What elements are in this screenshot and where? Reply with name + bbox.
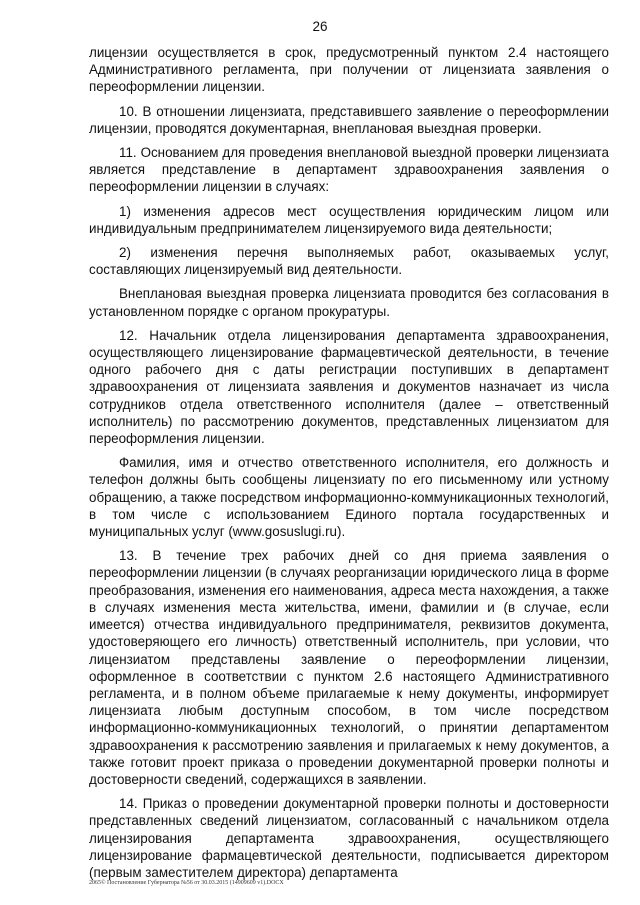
- paragraph-continuation: лицензии осуществляется в срок, предусмотренный пунктом 2.4 настоящего Административного регламента, при получении от лицензиата заявления о переоформлении лицензии.: [89, 45, 609, 95]
- paragraph-12: 12. Начальник отдела лицензирования департамента здравоохранения, осуществляющего лицензирование фармацевтической деятельности, в течение одного рабочего дня с даты регистрации поступивших в департамент здравоохранения от лицензиата заявления и документов назначает из числа сотрудников отдела ответственного исполнителя (далее – ответственный исполнитель) по рассмотрению документов, представленных лицензиатом для переоформления лицензии.: [89, 327, 609, 447]
- document-body: [89, 44, 609, 888]
- paragraph-11-item-1: 1) изменения адресов мест осуществления юридическим лицом или индивидуальным предпринимателем лицензируемого вида деятельности;: [89, 203, 609, 236]
- paragraph-11-item-2: 2) изменения перечня выполняемых работ, оказываемых услуг, составляющих лицензируемый вид деятельности.: [89, 245, 609, 278]
- paragraph-14: 14. Приказ о проведении документарной проверки полноты и достоверности представленных сведений лицензиатом, согласованный с начальником отдела лицензирования департамента здравоохранения, осуществляющего лицензирование фармацевтической деятельности, подписывается директором (первым заместителем директора) департамента: [89, 796, 609, 880]
- paragraph-10: 10. В отношении лицензиата, представившего заявление о переоформлении лицензии, проводятся документарная, внеплановая выездная проверки.: [89, 103, 609, 136]
- paragraph-13: 13. В течение трех рабочих дней со дня приема заявления о переоформлении лицензии (в случаях реорганизации юридического лица в форме преобразования, изменения его наименования, адреса места нахождения, а также в случаях изменения места жительства, имени, фамилии и (в случае, если имеется) отчества индивидуального предпринимателя, реквизитов документа, удостоверяющего его личность) ответственный исполнитель, при условии, что лицензиатом представлены заявление о переоформлении лицензии, оформленное в соответствии с пунктом 2.6 настоящего Административного регламента, и в полном объеме прилагаемые к нему документы, информирует лицензиата любым доступным способом, в том числе посредством информационно-коммуникационных технологий, о принятии департаментом здравоохранения к рассмотрению заявления и прилагаемых к нему документов, а также готовит проект приказа о проведении документарной проверки полноты и достоверности сведений, содержащихся в заявлении.: [89, 548, 609, 787]
- paragraph-11-note: Внеплановая выездная проверка лицензиата проводится без согласования в установленном порядке с органом прокуратуры.: [89, 286, 609, 319]
- page-number: 26: [312, 19, 328, 34]
- paragraph-12-contact: Фамилия, имя и отчество ответственного исполнителя, его должность и телефон должны быть сообщены лицензиату по его письменному или устному обращению, а также посредством информационно-коммуникационных технологий, в том числе с использованием Единого портала государственных и муниципальных услуг (www.gosuslugi.ru).: [89, 455, 609, 540]
- document-footer: 2065© Постановление Губернатора №56 от 30.03.2015 (14909609 v1).DOCX: [89, 880, 284, 886]
- paragraph-11: 11. Основанием для проведения внеплановой выездной проверки лицензиата является представление в департамент здравоохранения заявления о переоформлении лицензии в случаях:: [89, 145, 609, 195]
